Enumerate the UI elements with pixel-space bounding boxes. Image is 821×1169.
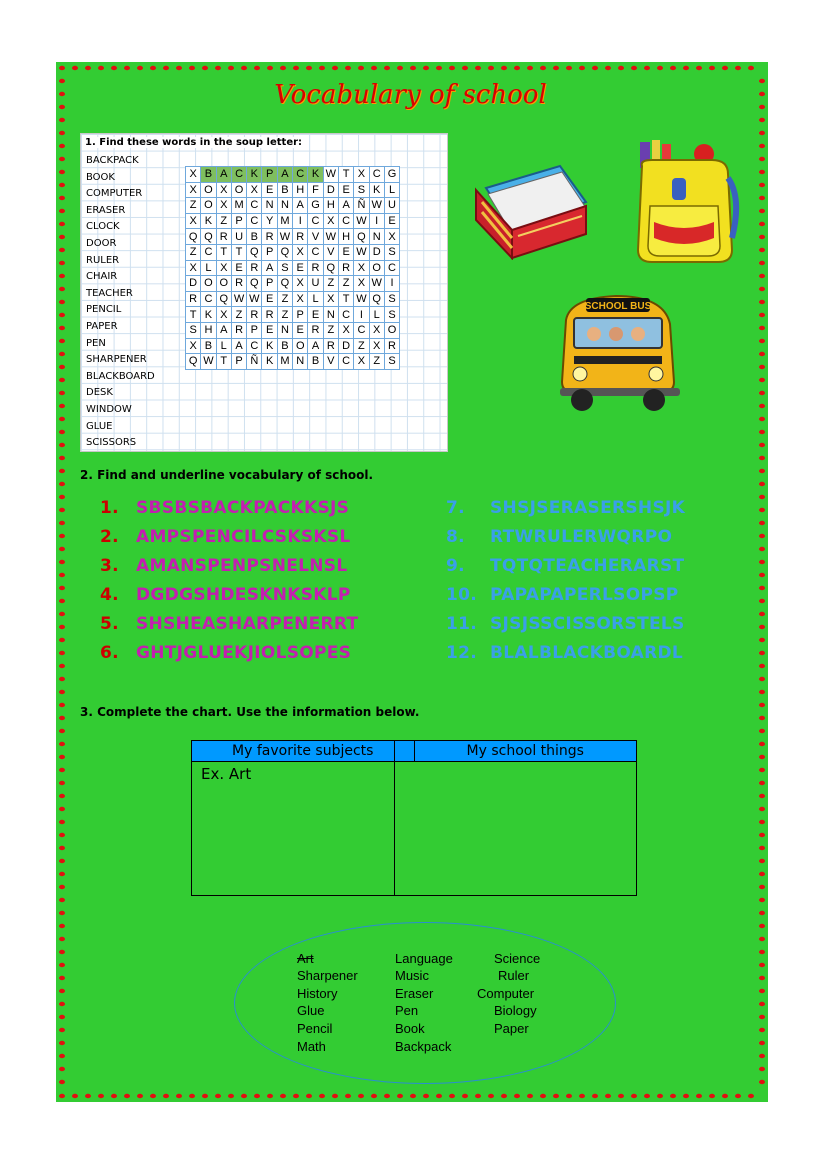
grid-cell: O: [201, 276, 216, 292]
grid-cell: Z: [277, 291, 292, 307]
grid-cell: C: [338, 307, 353, 323]
grid-cell: R: [293, 229, 308, 245]
grid-cell: H: [338, 229, 353, 245]
grid-cell: O: [369, 260, 384, 276]
section1-heading: 1. Find these words in the soup letter:: [85, 137, 303, 148]
word-list-item: SCISSORS: [86, 437, 137, 449]
grid-cell: E: [338, 182, 353, 198]
grid-cell: P: [262, 276, 277, 292]
word-search-panel: [80, 133, 448, 452]
grid-cell: E: [308, 307, 323, 323]
grid-cell: W: [231, 291, 246, 307]
chart-col-subjects: My favorite subjects: [232, 743, 374, 759]
grid-cell: A: [216, 322, 231, 338]
grid-cell: X: [293, 291, 308, 307]
grid-cell: T: [186, 307, 201, 323]
grid-cell: Ñ: [247, 354, 262, 370]
vocab-right-item: [446, 527, 672, 547]
grid-cell: N: [277, 198, 292, 214]
grid-cell: Q: [186, 229, 201, 245]
grid-cell: H: [323, 198, 338, 214]
grid-cell: I: [369, 213, 384, 229]
grid-row: [186, 167, 400, 183]
grid-cell: O: [384, 322, 399, 338]
chart-header: [192, 741, 636, 762]
grid-cell: S: [277, 260, 292, 276]
grid-cell: P: [247, 322, 262, 338]
grid-cell: R: [231, 322, 246, 338]
backpack-icon: [632, 138, 744, 268]
grid-cell: X: [354, 354, 369, 370]
vocab-right-item: [446, 498, 685, 518]
grid-cell: Z: [231, 307, 246, 323]
item-number: 3.: [100, 556, 119, 576]
grid-cell: A: [338, 198, 353, 214]
word-list-item: DESK: [86, 387, 113, 399]
grid-cell: V: [323, 244, 338, 260]
grid-cell: U: [231, 229, 246, 245]
grid-cell: R: [323, 338, 338, 354]
grid-cell: C: [231, 167, 246, 183]
grid-cell: A: [308, 338, 323, 354]
grid-cell: K: [262, 338, 277, 354]
grid-cell: Z: [277, 307, 292, 323]
word-list-item: BLACKBOARD: [86, 370, 155, 382]
word-list: [86, 153, 166, 452]
grid-cell: O: [201, 198, 216, 214]
grid-cell: B: [277, 338, 292, 354]
grid-cell: L: [369, 307, 384, 323]
grid-cell: R: [262, 307, 277, 323]
vocab-left-item: [100, 643, 351, 663]
item-number: 10.: [446, 585, 478, 605]
grid-cell: C: [338, 213, 353, 229]
item-number: 12.: [446, 643, 478, 663]
grid-cell: X: [384, 229, 399, 245]
grid-cell: P: [231, 354, 246, 370]
chart-divider: [394, 741, 395, 895]
grid-cell: P: [262, 244, 277, 260]
grid-cell: M: [277, 213, 292, 229]
grid-cell: X: [369, 322, 384, 338]
grid-cell: C: [354, 322, 369, 338]
grid-row: [186, 338, 400, 354]
word-list-item: BOOK: [86, 171, 115, 183]
vocab-right-item: [446, 614, 685, 634]
grid-cell: E: [384, 213, 399, 229]
grid-cell: Z: [323, 276, 338, 292]
grid-cell: U: [308, 276, 323, 292]
vocab-left-item: [100, 614, 358, 634]
vocab-left-item: [100, 585, 351, 605]
grid-cell: N: [323, 307, 338, 323]
item-letters: SHSJSERASERSHSJK: [490, 498, 686, 518]
grid-cell: L: [308, 291, 323, 307]
grid-cell: P: [293, 307, 308, 323]
grid-cell: C: [201, 244, 216, 260]
word-bank-item: Music: [395, 968, 429, 983]
grid-cell: B: [308, 354, 323, 370]
word-bank-item: Computer: [477, 986, 535, 1001]
item-letters: GHTJGLUEKJIOLSOPES: [136, 643, 352, 663]
school-bus-icon: [556, 290, 684, 414]
word-list-item: ERASER: [86, 204, 126, 216]
grid-cell: X: [186, 213, 201, 229]
grid-row: [186, 244, 400, 260]
grid-row: [186, 307, 400, 323]
grid-cell: A: [216, 167, 231, 183]
grid-cell: Z: [216, 213, 231, 229]
vocab-left-item: [100, 556, 347, 576]
grid-cell: R: [231, 276, 246, 292]
grid-cell: A: [231, 338, 246, 354]
grid-cell: I: [354, 307, 369, 323]
word-bank-item: Backpack: [395, 1039, 452, 1054]
grid-cell: R: [186, 291, 201, 307]
grid-cell: M: [231, 198, 246, 214]
grid-cell: T: [338, 167, 353, 183]
grid-cell: X: [338, 322, 353, 338]
grid-cell: Q: [323, 260, 338, 276]
grid-cell: C: [369, 167, 384, 183]
grid-cell: X: [354, 167, 369, 183]
grid-cell: C: [247, 338, 262, 354]
grid-cell: Z: [186, 244, 201, 260]
grid-cell: Z: [354, 338, 369, 354]
section2-heading: 2. Find and underline vocabulary of school.: [80, 468, 374, 482]
grid-cell: R: [262, 229, 277, 245]
vocab-right-item: [446, 556, 684, 576]
grid-cell: W: [369, 198, 384, 214]
grid-row: [186, 260, 400, 276]
grid-cell: X: [354, 276, 369, 292]
grid-cell: A: [293, 198, 308, 214]
item-letters: TQTQTEACHERARST: [490, 556, 685, 576]
grid-cell: W: [354, 213, 369, 229]
grid-cell: T: [338, 291, 353, 307]
grid-cell: V: [308, 229, 323, 245]
grid-cell: W: [277, 229, 292, 245]
subjects-chart: [191, 740, 637, 896]
grid-cell: R: [247, 260, 262, 276]
grid-cell: R: [308, 322, 323, 338]
word-bank-item: History: [297, 986, 338, 1001]
grid-cell: O: [293, 338, 308, 354]
item-letters: AMPSPENCILCSKSKSL: [136, 527, 351, 547]
grid-cell: O: [231, 182, 246, 198]
grid-cell: K: [201, 213, 216, 229]
grid-cell: X: [186, 338, 201, 354]
grid-cell: B: [277, 182, 292, 198]
grid-cell: L: [201, 260, 216, 276]
grid-cell: L: [384, 182, 399, 198]
grid-cell: R: [216, 229, 231, 245]
grid-cell: Q: [277, 244, 292, 260]
vocab-left-item: [100, 527, 351, 547]
item-number: 9.: [446, 556, 465, 576]
grid-cell: Z: [186, 198, 201, 214]
grid-cell: X: [369, 338, 384, 354]
grid-cell: Q: [369, 291, 384, 307]
grid-cell: W: [247, 291, 262, 307]
grid-cell: R: [247, 307, 262, 323]
grid-row: [186, 229, 400, 245]
grid-cell: L: [216, 338, 231, 354]
word-list-item: CHAIR: [86, 271, 118, 283]
grid-row: [186, 276, 400, 292]
word-list-item: CLOCK: [86, 221, 120, 233]
word-bank-item: Pencil: [297, 1021, 333, 1036]
word-list-item: GLUE: [86, 420, 113, 432]
grid-cell: Z: [323, 322, 338, 338]
grid-cell: D: [323, 182, 338, 198]
grid-row: [186, 198, 400, 214]
word-bank-item: Ruler: [498, 968, 530, 983]
word-list-item: TEACHER: [86, 287, 133, 299]
grid-cell: N: [277, 322, 292, 338]
grid-cell: I: [384, 276, 399, 292]
grid-cell: Q: [247, 276, 262, 292]
grid-row: [186, 182, 400, 198]
item-letters: BLALBLACKBOARDL: [490, 643, 684, 663]
grid-cell: W: [323, 229, 338, 245]
grid-cell: E: [262, 182, 277, 198]
word-bank-item: Math: [297, 1039, 326, 1054]
grid-cell: C: [308, 244, 323, 260]
grid-cell: Y: [262, 213, 277, 229]
word-list-item: PEN: [86, 337, 106, 349]
grid-cell: Q: [216, 291, 231, 307]
vocab-right-item: [446, 643, 683, 663]
grid-cell: Q: [247, 244, 262, 260]
grid-cell: S: [384, 291, 399, 307]
grid-cell: U: [384, 198, 399, 214]
grid-cell: D: [338, 338, 353, 354]
grid-cell: E: [231, 260, 246, 276]
word-bank-item: Science: [494, 951, 541, 966]
grid-cell: Q: [354, 229, 369, 245]
section3-heading: 3. Complete the chart. Use the information below.: [80, 705, 420, 719]
word-list-item: WINDOW: [86, 403, 132, 415]
item-letters: SHSHEASHARPENERRT: [136, 614, 359, 634]
item-number: 11.: [446, 614, 478, 634]
grid-cell: A: [262, 260, 277, 276]
grid-cell: C: [247, 198, 262, 214]
word-list-item: PAPER: [86, 320, 118, 332]
grid-cell: X: [216, 182, 231, 198]
chart-example: Ex. Art: [201, 765, 252, 783]
word-list-item: BACKPACK: [86, 155, 139, 166]
vocab-left-item: [100, 498, 349, 518]
grid-cell: G: [384, 167, 399, 183]
grid-cell: I: [293, 213, 308, 229]
grid-cell: H: [201, 322, 216, 338]
grid-cell: M: [277, 354, 292, 370]
grid-cell: T: [216, 244, 231, 260]
word-list-item: RULER: [86, 254, 120, 266]
grid-cell: F: [308, 182, 323, 198]
grid-cell: N: [293, 354, 308, 370]
word-bank-item: Paper: [494, 1021, 529, 1036]
grid-cell: C: [384, 260, 399, 276]
letter-grid: [185, 166, 400, 370]
chart-col-things: My school things: [414, 741, 637, 761]
grid-cell: W: [354, 244, 369, 260]
grid-cell: T: [216, 354, 231, 370]
grid-cell: D: [186, 276, 201, 292]
grid-cell: Z: [338, 276, 353, 292]
grid-cell: K: [201, 307, 216, 323]
grid-cell: K: [369, 182, 384, 198]
grid-cell: S: [384, 307, 399, 323]
grid-cell: B: [201, 338, 216, 354]
grid-cell: O: [216, 276, 231, 292]
grid-cell: X: [186, 182, 201, 198]
grid-cell: O: [201, 182, 216, 198]
word-bank-item: Art: [297, 951, 314, 966]
grid-cell: W: [201, 354, 216, 370]
grid-cell: H: [293, 182, 308, 198]
item-letters: PAPAPAPERLSOPSP: [490, 585, 679, 605]
bus-sign: SCHOOL BUS: [584, 301, 652, 312]
grid-cell: X: [216, 260, 231, 276]
grid-cell: B: [201, 167, 216, 183]
word-bank-item: Book: [395, 1021, 425, 1036]
grid-cell: E: [262, 291, 277, 307]
grid-cell: E: [293, 260, 308, 276]
grid-cell: P: [262, 167, 277, 183]
grid-cell: X: [216, 198, 231, 214]
grid-cell: X: [186, 167, 201, 183]
grid-cell: Ñ: [354, 198, 369, 214]
grid-cell: A: [277, 167, 292, 183]
item-number: 6.: [100, 643, 119, 663]
grid-cell: W: [323, 167, 338, 183]
word-list-item: DOOR: [86, 237, 117, 249]
item-number: 8.: [446, 527, 465, 547]
item-letters: DGDGSHDESKNKSKLP: [136, 585, 351, 605]
word-bank-item: Language: [395, 951, 453, 966]
grid-cell: P: [231, 213, 246, 229]
grid-cell: X: [323, 213, 338, 229]
item-number: 1.: [100, 498, 119, 518]
grid-cell: E: [262, 322, 277, 338]
grid-cell: X: [247, 182, 262, 198]
item-letters: AMANSPENPSNELNSL: [136, 556, 348, 576]
grid-cell: E: [338, 244, 353, 260]
grid-row: [186, 213, 400, 229]
grid-cell: N: [369, 229, 384, 245]
grid-cell: X: [293, 276, 308, 292]
grid-cell: S: [384, 354, 399, 370]
grid-cell: Q: [277, 276, 292, 292]
item-letters: SJSJSSCISSORSTELS: [490, 614, 685, 634]
grid-cell: W: [354, 291, 369, 307]
grid-cell: X: [323, 291, 338, 307]
word-bank-item: Eraser: [395, 986, 434, 1001]
grid-cell: N: [262, 198, 277, 214]
grid-cell: G: [308, 198, 323, 214]
word-bank-oval: [234, 922, 616, 1084]
grid-cell: C: [338, 354, 353, 370]
grid-cell: V: [323, 354, 338, 370]
item-number: 4.: [100, 585, 119, 605]
grid-cell: T: [231, 244, 246, 260]
grid-cell: X: [354, 260, 369, 276]
page-title: Vocabulary of school: [274, 80, 547, 110]
item-number: 2.: [100, 527, 119, 547]
word-bank-item: Sharpener: [297, 968, 358, 983]
grid-cell: X: [216, 307, 231, 323]
word-list-item: PENCIL: [86, 304, 122, 316]
grid-cell: C: [201, 291, 216, 307]
grid-cell: S: [354, 182, 369, 198]
grid-cell: Z: [369, 354, 384, 370]
grid-cell: K: [308, 167, 323, 183]
grid-cell: D: [369, 244, 384, 260]
grid-cell: S: [384, 244, 399, 260]
grid-cell: C: [293, 167, 308, 183]
grid-cell: Q: [186, 354, 201, 370]
grid-row: [186, 354, 400, 370]
grid-row: [186, 322, 400, 338]
grid-cell: R: [338, 260, 353, 276]
grid-cell: Q: [201, 229, 216, 245]
word-bank-item: Pen: [395, 1003, 419, 1018]
item-letters: SBSBSBACKPACKKSJS: [136, 498, 350, 518]
book-icon: [468, 150, 593, 260]
item-number: 7.: [446, 498, 465, 518]
grid-cell: R: [308, 260, 323, 276]
item-letters: RTWRULERWQRPO: [490, 527, 673, 547]
grid-cell: C: [247, 213, 262, 229]
grid-cell: W: [369, 276, 384, 292]
grid-row: [186, 291, 400, 307]
vocab-right-item: [446, 585, 679, 605]
grid-cell: S: [186, 322, 201, 338]
grid-cell: E: [293, 322, 308, 338]
grid-cell: X: [293, 244, 308, 260]
grid-cell: C: [308, 213, 323, 229]
grid-cell: X: [186, 260, 201, 276]
grid-cell: K: [262, 354, 277, 370]
word-bank-item: Biology: [494, 1003, 537, 1018]
grid-cell: B: [247, 229, 262, 245]
word-list-item: COMPUTER: [86, 188, 143, 200]
grid-cell: K: [247, 167, 262, 183]
word-list-item: SHARPENER: [86, 354, 147, 366]
word-bank-item: Glue: [297, 1003, 325, 1018]
item-number: 5.: [100, 614, 119, 634]
grid-cell: R: [384, 338, 399, 354]
